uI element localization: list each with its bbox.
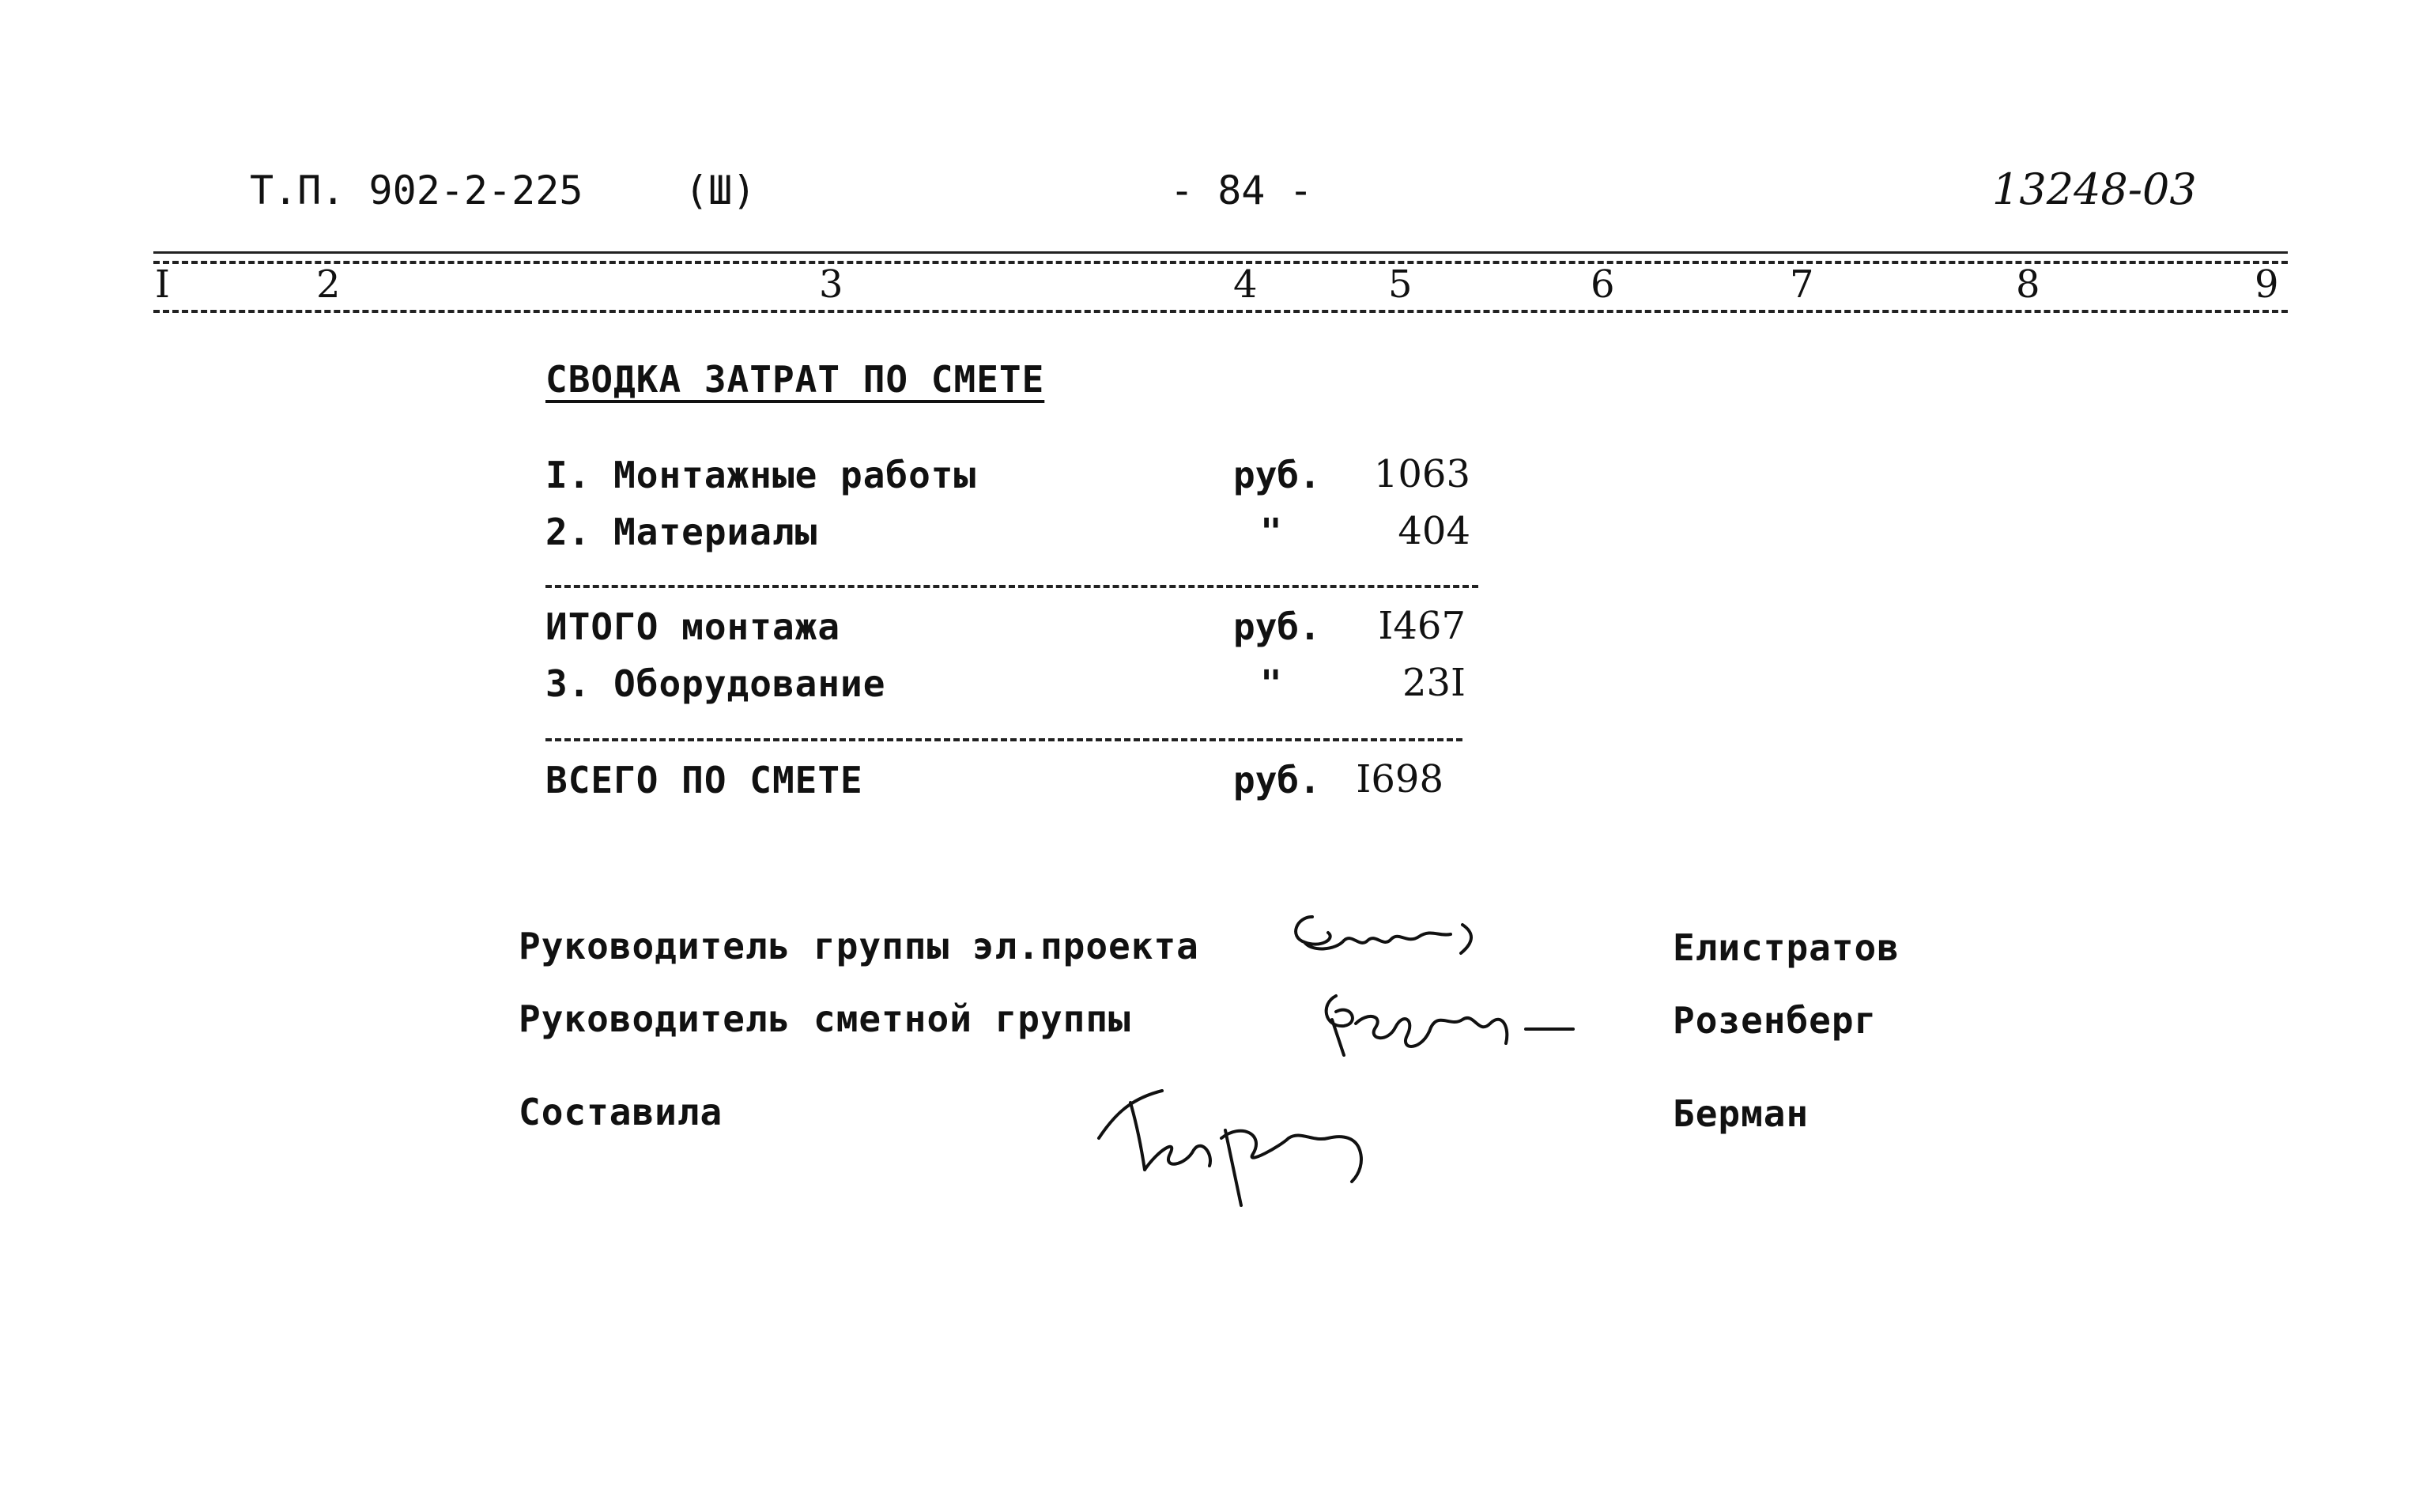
equipment-unit: " [1260, 662, 1282, 705]
item-label: I. Монтажные работы [545, 454, 977, 496]
signer-name: Берман [1673, 1092, 1810, 1135]
signature-role: Составила [519, 1091, 723, 1133]
column-number: 4 [1233, 262, 1258, 307]
signature-image [1281, 893, 1502, 980]
column-number: 6 [1591, 262, 1615, 307]
total-label: ВСЕГО ПО СМЕТЕ [545, 759, 863, 801]
item-unit: руб. [1233, 454, 1321, 496]
subtotal-value: I467 [1378, 604, 1466, 648]
signature-role: Руководитель сметной группы [519, 997, 1131, 1040]
item-label: 2. Материалы [545, 511, 818, 553]
signer-name: Елистратов [1673, 926, 1900, 969]
column-number: 3 [819, 262, 843, 307]
total-rule [545, 738, 1462, 741]
subtotal-rule [545, 585, 1478, 588]
equipment-label: 3. Оборудование [545, 662, 886, 705]
column-number: 7 [1790, 262, 1814, 307]
item-value: 404 [1398, 509, 1470, 553]
column-number: I [155, 262, 170, 307]
column-number: 5 [1388, 262, 1413, 307]
column-strip-bottom-rule [153, 310, 2288, 313]
equipment-value: 23I [1402, 661, 1466, 705]
subtotal-label: ИТОГО монтажа [545, 605, 841, 648]
document-number: 13248-03 [1992, 164, 2197, 214]
item-value: 1063 [1373, 452, 1470, 496]
signature-image [1312, 980, 1581, 1067]
column-number: 9 [2255, 262, 2279, 307]
column-number: 8 [2016, 262, 2040, 307]
total-value: I698 [1356, 757, 1443, 801]
total-unit: руб. [1233, 759, 1321, 801]
project-code: Т.П. 902-2-225 [250, 168, 583, 213]
column-number: 2 [316, 262, 341, 307]
top-rule-dashed [153, 261, 2288, 264]
top-rule [153, 251, 2288, 254]
page-number: - 84 - [1170, 168, 1313, 213]
item-unit: " [1260, 511, 1282, 553]
signature-image [1083, 1075, 1399, 1209]
signer-name: Розенберг [1673, 999, 1877, 1042]
signature-role: Руководитель группы эл.проекта [519, 925, 1199, 967]
volume-mark: (Ш) [685, 168, 757, 213]
subtotal-unit: руб. [1233, 605, 1321, 648]
summary-title: СВОДКА ЗАТРАТ ПО СМЕТЕ [545, 358, 1045, 401]
